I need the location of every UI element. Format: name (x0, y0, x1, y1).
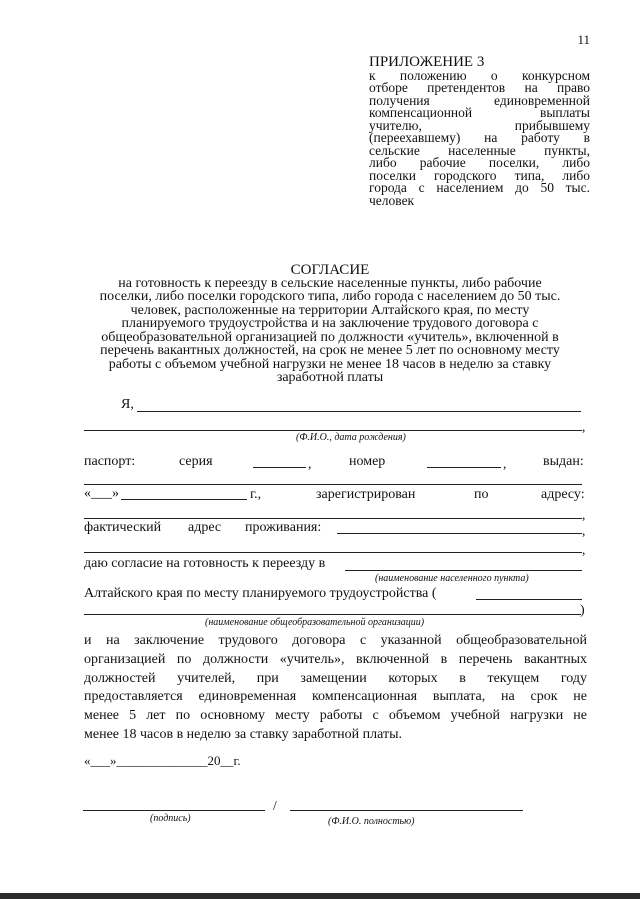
comma: , (582, 542, 586, 557)
consent-title: СОГЛАСИЕ (290, 262, 370, 278)
consent-line: даю согласие на готовность к переезду в (84, 556, 326, 571)
body-line: предоставляется единовременная компенсационная выплата, на срок не (84, 689, 587, 704)
scan-bottom-edge (0, 893, 640, 899)
issue-month-field[interactable] (121, 499, 247, 500)
body-line: организацией по должности «учитель», включенной в перечень вакантных (84, 652, 587, 667)
body-line: менее 5 лет по основному месту работы с объемом учебной нагрузки не (84, 708, 587, 723)
body-line: должностей учителей, при замещении которых в текущем году (84, 671, 587, 686)
appendix-title: ПРИЛОЖЕНИЕ 3 (369, 54, 485, 70)
page-number: 11 (577, 32, 590, 47)
consent-subtitle-line: планируемого трудоустройства и на заключение трудового договора с (121, 316, 539, 331)
body-line: и на заключение трудового договора с указанной общеобразовательной (84, 633, 587, 648)
appendix-line: (переехавшему) на работу в (369, 130, 590, 145)
issued-by-field[interactable] (84, 484, 582, 485)
issue-day-field[interactable]: «___» (84, 486, 119, 501)
fio-blank-line[interactable] (137, 411, 581, 412)
residence-field[interactable] (337, 533, 582, 534)
organization-field-2[interactable] (84, 614, 581, 615)
residence-field-2[interactable] (84, 552, 582, 553)
appendix-line: получения единовременной (369, 93, 590, 108)
appendix-line: города с населением до 50 тыс. (369, 180, 590, 195)
po-label: по (474, 487, 489, 502)
signature-caption: (подпись) (150, 813, 191, 824)
comma: , (503, 456, 507, 471)
appendix-line: либо рабочие поселки, либо (369, 155, 590, 170)
full-name-caption: (Ф.И.О. полностью) (328, 816, 415, 827)
number-label: номер (349, 454, 386, 469)
appendix-line: компенсационной выплаты (369, 105, 590, 120)
consent-subtitle-line: на готовность к переезду в сельские населенные пункты, либо рабочие (118, 276, 542, 291)
date-field[interactable]: «___»______________20__г. (84, 753, 241, 768)
organization-field[interactable] (476, 599, 582, 600)
consent-subtitle-line: перечень вакантных должностей, на срок не менее 5 лет по основному месту (100, 343, 560, 358)
org-caption: (наименование общеобразовательной организации) (205, 617, 425, 628)
appendix-line: сельские населенные пункты, (369, 143, 590, 158)
appendix-line: человек (369, 193, 415, 208)
passport-label: паспорт: (84, 454, 136, 469)
i-label: Я, (121, 397, 134, 412)
actual-label: фактический (84, 520, 162, 535)
consent-subtitle-line: общеобразовательной организацией по должности «учитель», включенной в (101, 330, 559, 345)
series-field[interactable] (253, 467, 306, 468)
appendix-line: учителю, прибывшему (369, 118, 590, 133)
address-label: адресу: (541, 487, 585, 502)
comma: , (582, 507, 586, 522)
issued-label: выдан: (543, 454, 584, 469)
comma: , (308, 456, 312, 471)
settlement-field[interactable] (345, 570, 582, 571)
registered-label: зарегистрирован (316, 487, 416, 502)
full-name-field[interactable] (290, 810, 523, 811)
appendix-line: отборе претендентов на право (369, 80, 590, 95)
year-abbr: г., (250, 487, 262, 502)
slash: / (273, 798, 277, 813)
residence-label: проживания: (245, 520, 322, 535)
appendix-line: поселки городского типа, либо (369, 168, 590, 183)
fio-blank-line-2[interactable] (84, 430, 582, 431)
appendix-line: к положению о конкурсном (369, 68, 590, 83)
consent-subtitle-line: поселки, либо поселки городского типа, либо города с населением до 50 тыс. (99, 289, 561, 304)
consent-subtitle-line: человек, расположенные на территории Алтайского края, по месту (130, 303, 530, 318)
signature-field[interactable] (83, 810, 265, 811)
fio-birth-caption: (Ф.И.О., дата рождения) (296, 432, 406, 443)
comma: , (582, 419, 586, 434)
registration-address-field[interactable] (84, 518, 582, 519)
number-field[interactable] (427, 467, 501, 468)
altai-line: Алтайского края по месту планируемого трудоустройства ( (84, 586, 437, 601)
close-paren: ) (580, 603, 585, 618)
comma: , (582, 523, 586, 538)
consent-subtitle-line: заработной платы (276, 370, 384, 385)
consent-subtitle-line: работы с объемом учебной нагрузки не менее 18 часов в неделю за ставку (108, 357, 552, 372)
body-line: менее 18 часов в неделю за ставку заработной платы. (84, 727, 403, 742)
settlement-caption: (наименование населенного пункта) (375, 573, 529, 584)
addr-label: адрес (188, 520, 222, 535)
series-label: серия (179, 454, 213, 469)
